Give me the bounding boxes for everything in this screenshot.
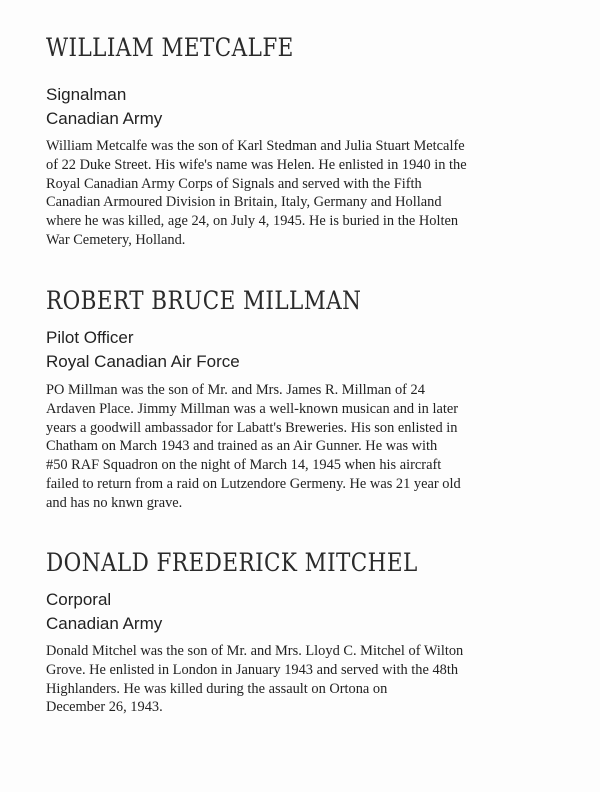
entry-name: WILLIAM METCALFE [46,33,294,62]
entry-rank: Pilot Officer [46,328,134,347]
entry-william-metcalfe [46,33,576,250]
bio-line: failed to return from a raid on Lutzendore Germeny. He was 21 year old [46,475,461,492]
entry-service: Canadian Army [46,109,163,128]
entry-robert-bruce-millman [46,286,576,513]
bio-line: and has no knwn grave. [46,494,183,511]
bio-line: War Cemetery, Holland. [46,231,186,248]
bio-line: where he was killed, age 24, on July 4, 1945. He is buried in the Holten [46,213,459,230]
bio-line: Canadian Armoured Division in Britain, Italy, Germany and Holland [46,194,442,211]
entry-rank: Signalman [46,85,127,104]
bio-line: Royal Canadian Army Corps of Signals and served with the Fifth [46,175,422,192]
entry-biography [46,381,576,513]
bio-line: #50 RAF Squadron on the night of March 14, 1945 when his aircraft [46,457,442,474]
entry-service: Canadian Army [46,614,163,633]
bio-line: Ardaven Place. Jimmy Millman was a well-known musican and in later [46,400,459,417]
entry-donald-frederick-mitchel [46,548,576,717]
entry-name: ROBERT BRUCE MILLMAN [46,286,362,315]
entry-rank: Corporal [46,590,112,609]
entry-biography [46,137,576,250]
bio-line: of 22 Duke Street. His wife's name was Helen. He enlisted in 1940 in the [46,156,467,173]
bio-line: Donald Mitchel was the son of Mr. and Mrs. Lloyd C. Mitchel of Wilton [46,643,464,659]
bio-line: December 26, 1943. [46,699,163,716]
bio-line: PO Millman was the son of Mr. and Mrs. James R. Millman of 24 [46,382,425,398]
bio-line: William Metcalfe was the son of Karl Stedman and Julia Stuart Metcalfe [46,138,465,154]
entry-service: Royal Canadian Air Force [46,352,240,371]
bio-line: years a goodwill ambassador for Labatt's Breweries. His son enlisted in [46,419,458,436]
bio-line: Grove. He enlisted in London in January 1943 and served with the 48th [46,661,459,678]
entry-name: DONALD FREDERICK MITCHEL [46,548,418,577]
bio-line: Highlanders. He was killed during the assault on Ortona on [46,680,388,697]
entry-biography [46,642,576,717]
bio-line: Chatham on March 1943 and trained as an Air Gunner. He was with [46,438,438,455]
